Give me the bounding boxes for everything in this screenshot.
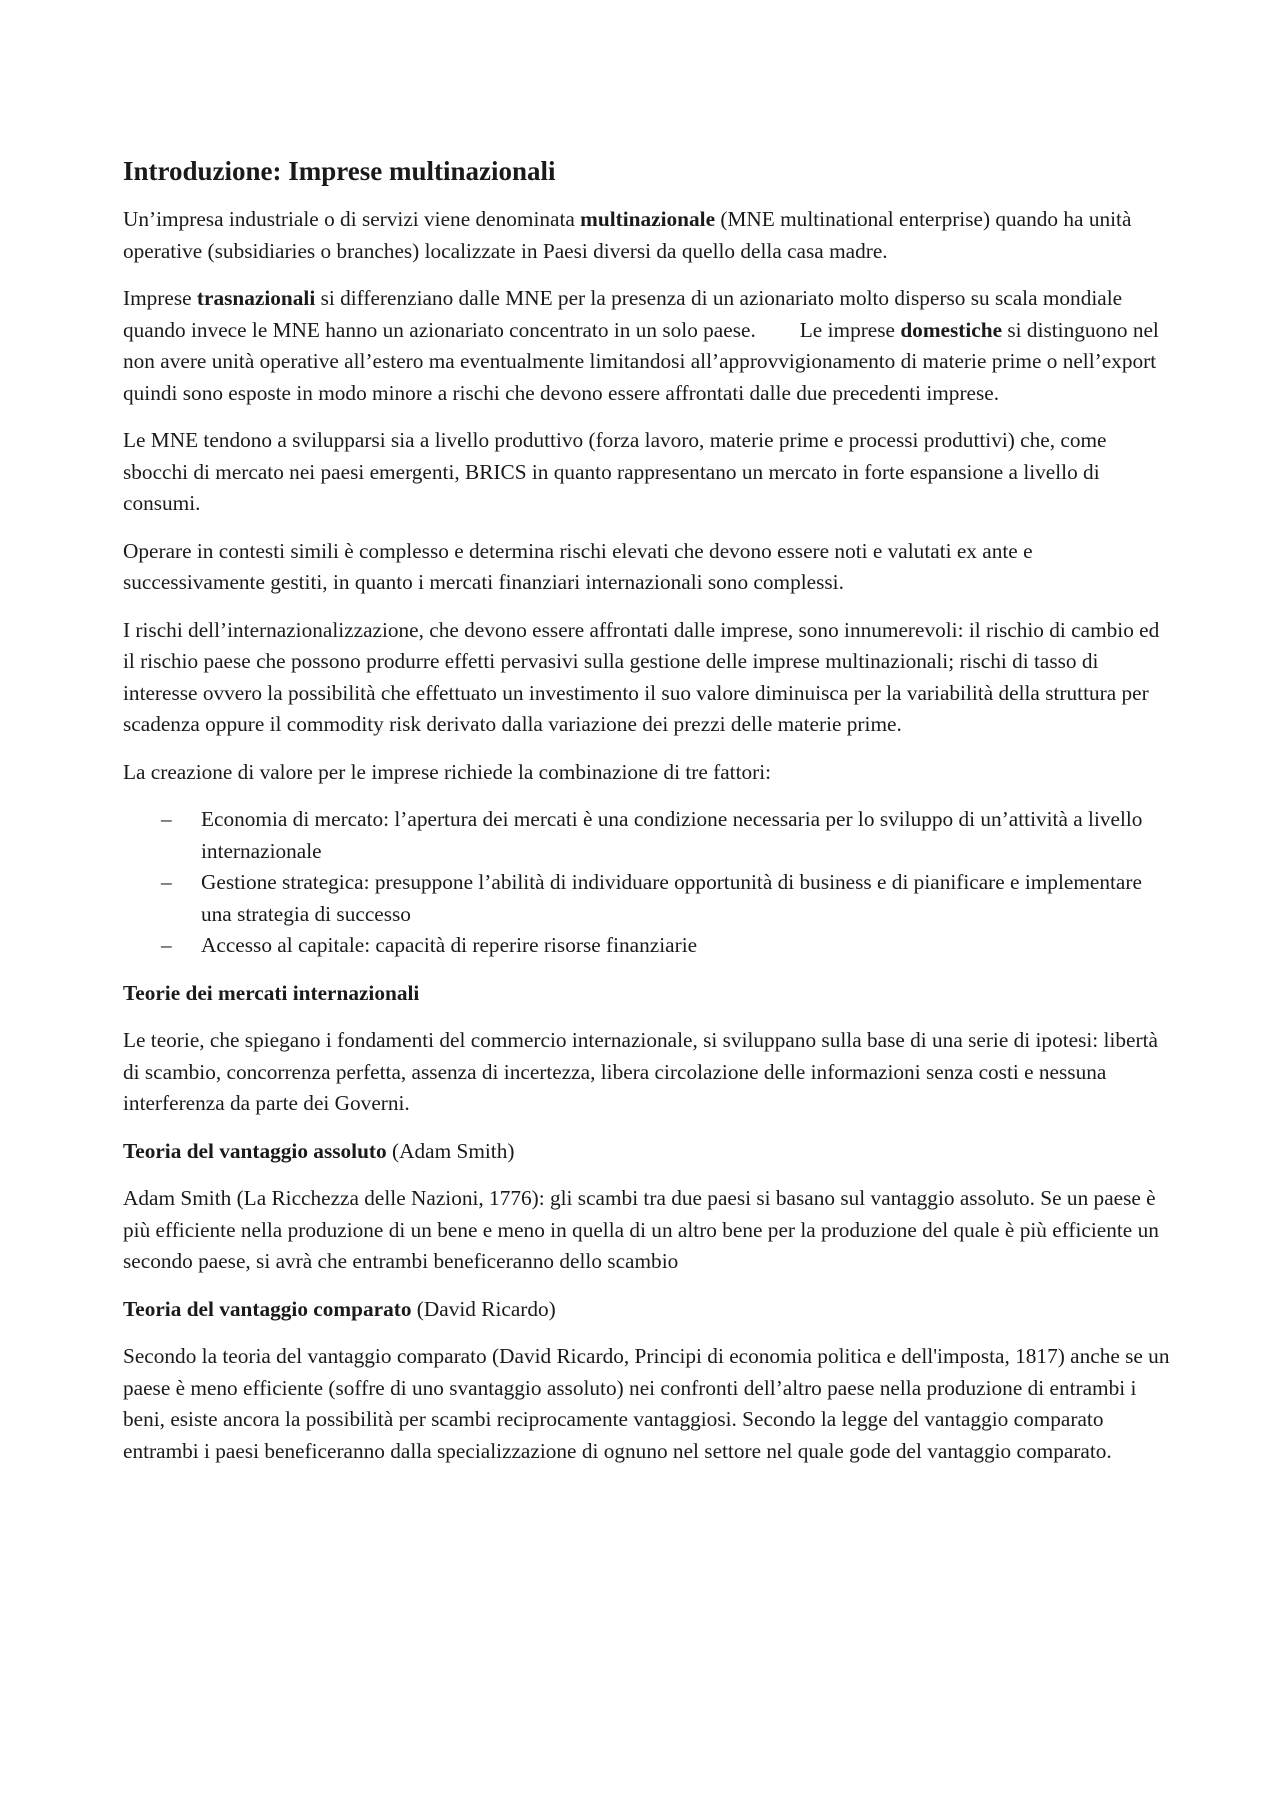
- dash-marker: –: [161, 933, 172, 957]
- heading-vantaggio-assoluto: [123, 1136, 1170, 1168]
- paragraph-contesti: Operare in contesti simili è complesso e determina rischi elevati che devono essere noti e valutati ex ante e successivamente gestiti, in quanto i mercati finanziari internazionali sono complessi.: [123, 538, 1033, 594]
- list-item: [123, 804, 1170, 867]
- paragraph-teorie: Le teorie, che spiegano i fondamenti del commercio internazionale, si sviluppano sulla base di una serie di ipotesi: libertà di scambio, concorrenza perfetta, assenza di incertezza, libera circolazione delle informazioni senza costi e nessuna interferenza da parte dei Governi.: [123, 1028, 1158, 1115]
- bold-term-trasnazionali: trasnazionali: [196, 286, 316, 310]
- dash-marker: –: [161, 807, 172, 831]
- paragraph-rischi: I rischi dell’internazionalizzazione, che devono essere affrontati dalle imprese, sono innumerevoli: il rischio di cambio ed il rischio paese che possono produrre effetti pervasivi sulla gestione delle imprese multinazionali; rischi di tasso di interesse ovvero la possibilità che effettuato un investimento il suo valore diminuisca per la variabilità della struttura per scadenza oppure il commodity risk derivato dalla variazione dei prezzi delle materie prime.: [123, 617, 1160, 736]
- heading-author: (Adam Smith): [386, 1138, 515, 1163]
- text-run: Imprese: [123, 286, 197, 310]
- bold-term-multinazionale: multinazionale: [580, 207, 716, 231]
- list-item-text: Economia di mercato: l’apertura dei mercati è una condizione necessaria per lo sviluppo di un’attività a livello internazionale: [201, 807, 1143, 863]
- paragraph-creazione-valore: La creazione di valore per le imprese richiede la combinazione di tre fattori:: [123, 759, 772, 784]
- heading-text: Teorie dei mercati internazionali: [123, 980, 420, 1005]
- paragraph-ricardo: Secondo la teoria del vantaggio comparato (David Ricardo, Principi di economia politica e dell'imposta, 1817) anche se un paese è meno efficiente (soffre di uno svantaggio assoluto) nei confronti dell’altro paese nella produzione di entrambi i beni, esiste ancora la possibilità per scambi reciprocamente vantaggiosi. Secondo la legge del vantaggio comparato entrambi i paesi beneficeranno dalla specializzazione di ognuno nel settore nel quale gode del vantaggio comparato.: [123, 1344, 1170, 1463]
- text-run: si differenziano dalle MNE per la presenza di un azionariato molto disperso su scala mondiale quando invece le MNE hanno un azionariato concentrato in un solo paese.: [123, 286, 1123, 342]
- text-run: (MNE multinational enterprise) quando ha unità operative (subsidiaries o branches) localizzate in Paesi diversi da quello della casa madre.: [123, 207, 1132, 263]
- list-item-text: Gestione strategica: presuppone l’abilità di individuare opportunità di business e di pianificare e implementare una strategia di successo: [201, 870, 1142, 926]
- paragraph-multinazionale: [123, 204, 1170, 267]
- list-item-text: Accesso al capitale: capacità di reperire risorse finanziarie: [201, 933, 698, 957]
- paragraph-trasnazionali: [123, 283, 1170, 409]
- paragraph-adam-smith: Adam Smith (La Ricchezza delle Nazioni, 1776): gli scambi tra due paesi si basano sul vantaggio assoluto. Se un paese è più efficiente nella produzione di un bene e meno in quella di un altro bene per la produzione del quale è più efficiente un secondo paese, si avrà che entrambi beneficeranno dello scambio: [123, 1186, 1159, 1273]
- list-item: [123, 867, 1170, 930]
- heading-text: Teoria del vantaggio comparato: [123, 1296, 412, 1321]
- text-run: Le imprese: [799, 317, 901, 342]
- heading-author: (David Ricardo): [411, 1296, 556, 1321]
- page-title: Introduzione: Imprese multinazionali: [123, 156, 556, 186]
- paragraph-mne-sviluppo: Le MNE tendono a svilupparsi sia a livello produttivo (forza lavoro, materie prime e processi produttivi) che, come sbocchi di mercato nei paesi emergenti, BRICS in quanto rappresentano un mercato in forte espansione a livello di consumi.: [123, 428, 1107, 515]
- dash-marker: –: [161, 870, 172, 894]
- heading-text: Teoria del vantaggio assoluto: [123, 1138, 387, 1163]
- list-item: [123, 930, 1170, 962]
- text-run: Un’impresa industriale o di servizi viene denominata: [123, 207, 581, 231]
- text-run: si distinguono nel non avere unità operative all’estero ma eventualmente limitandosi all’approvvigionamento di materie prime o nell’export quindi sono esposte in modo minore a rischi che devono essere affrontati dalle due precedenti imprese.: [123, 317, 1159, 405]
- heading-vantaggio-comparato: [123, 1294, 1170, 1326]
- heading-teorie: [123, 978, 1170, 1010]
- bold-term-domestiche: domestiche: [900, 317, 1003, 342]
- factors-list: [123, 804, 1170, 962]
